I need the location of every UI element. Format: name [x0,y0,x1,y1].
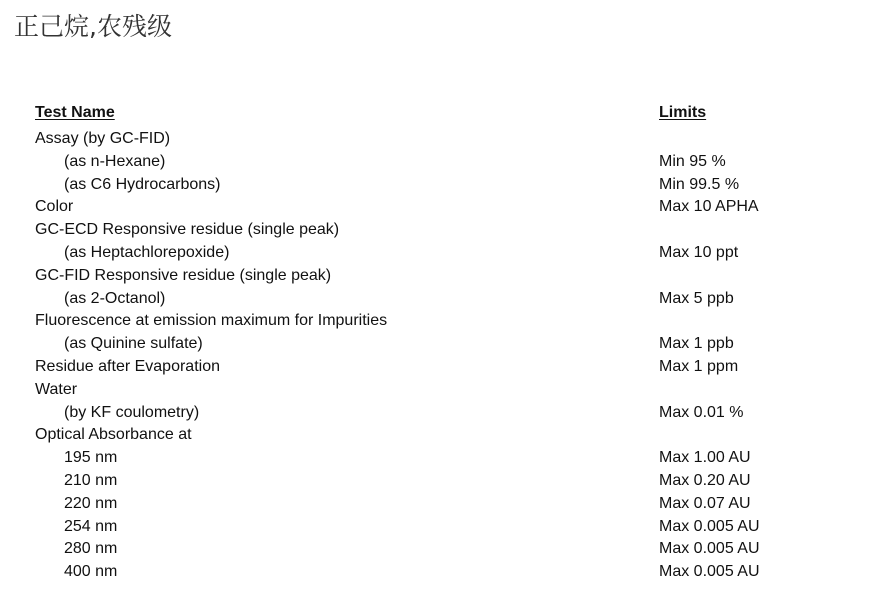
limit-cell: Max 1 ppb [659,335,734,353]
test-name-cell: (as Heptachlorepoxide) [64,243,230,261]
table-row [35,356,795,379]
test-name-cell: (as Quinine sulfate) [64,335,203,353]
table-row [35,447,795,470]
limits-header: Limits [659,104,707,121]
limit-cell: Min 95 % [659,152,726,170]
test-name-cell: (as C6 Hydrocarbons) [64,175,221,193]
table-row [35,516,795,539]
table-row [35,242,795,265]
limit-cell: Min 99.5 % [659,175,740,193]
spec-table-header [35,102,795,128]
limit-cell: Max 5 ppb [659,289,734,307]
limit-cell: Max 0.005 AU [659,540,760,558]
table-row [35,151,795,174]
table-row [35,288,795,311]
table-row [35,402,795,425]
limit-cell: Max 10 APHA [659,198,759,216]
table-row [35,333,795,356]
test-name-cell: (by KF coulometry) [64,403,200,421]
test-name-cell: Color [35,198,74,216]
test-name-cell: Optical Absorbance at [35,426,192,444]
limit-cell: Max 1.00 AU [659,449,751,467]
table-row [35,128,795,151]
table-row [35,470,795,493]
test-name-cell: GC-FID Responsive residue (single peak) [35,266,332,284]
table-row [35,219,795,242]
test-name-cell: (as 2-Octanol) [64,289,166,307]
limit-cell: Max 0.01 % [659,403,744,421]
test-name-cell: (as n-Hexane) [64,152,166,170]
table-row [35,379,795,402]
table-row [35,561,795,584]
limit-cell: Max 1 ppm [659,357,739,375]
limit-cell: Max 0.20 AU [659,471,751,489]
test-name-cell: 254 nm [64,517,118,535]
page-title: 正己烷,农残级 [14,12,172,41]
limit-cell: Max 10 ppt [659,243,739,261]
table-row [35,493,795,516]
test-name-cell: 195 nm [64,449,118,467]
test-name-cell: Residue after Evaporation [35,357,220,375]
test-name-header: Test Name [35,104,115,121]
limit-cell: Max 0.005 AU [659,563,760,581]
spec-table-body [35,128,795,584]
table-row [35,424,795,447]
table-row [35,265,795,288]
table-row [35,310,795,333]
table-row [35,196,795,219]
limit-cell: Max 0.07 AU [659,494,751,512]
test-name-cell: GC-ECD Responsive residue (single peak) [35,221,340,239]
table-row [35,174,795,197]
test-name-cell: Water [35,380,78,398]
test-name-cell: 210 nm [64,471,118,489]
test-name-cell: 280 nm [64,540,118,558]
test-name-cell: 220 nm [64,494,118,512]
spec-table [35,102,795,584]
test-name-cell: 400 nm [64,563,118,581]
table-row [35,538,795,561]
test-name-cell: Fluorescence at emission maximum for Impurities [35,312,388,330]
limit-cell: Max 0.005 AU [659,517,760,535]
test-name-cell: Assay (by GC-FID) [35,130,171,147]
